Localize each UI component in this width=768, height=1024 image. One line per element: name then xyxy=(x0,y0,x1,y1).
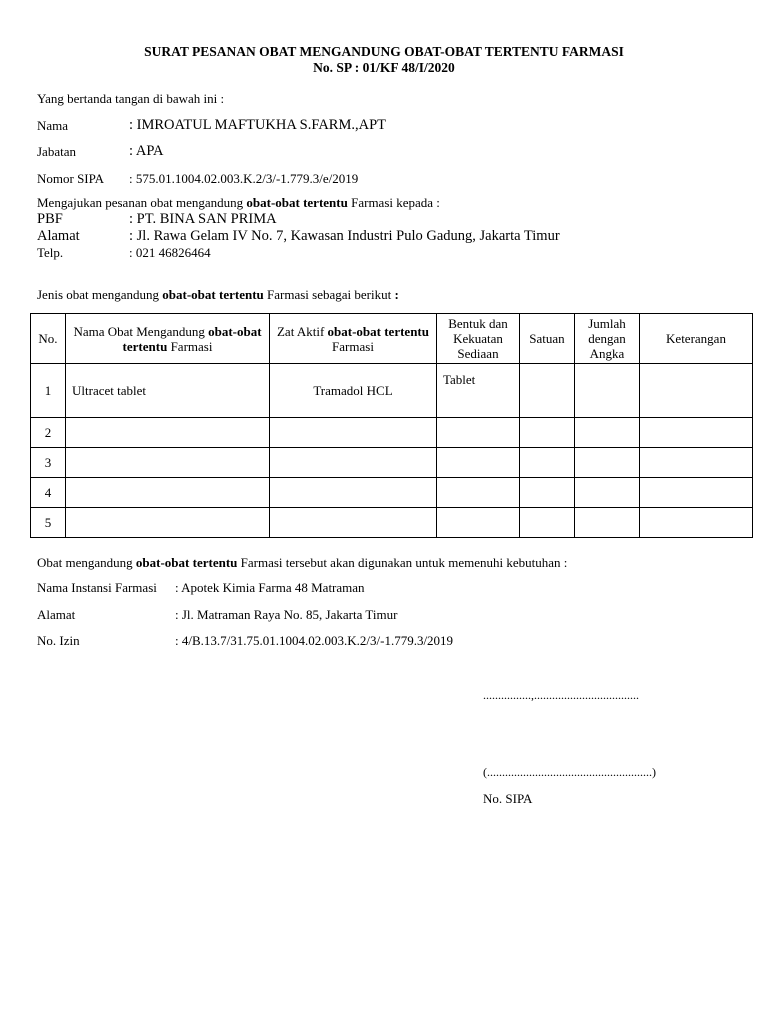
cell-unit xyxy=(520,364,575,418)
usage-text: Obat mengandung obat-obat tertentu Farmasi tersebut akan digunakan untuk memenuhi kebutuhan : xyxy=(37,555,568,570)
cell-active-substance xyxy=(270,478,437,508)
cell-dosage-form: Tablet xyxy=(437,364,520,418)
cell-active-substance xyxy=(270,508,437,538)
cell-no: 1 xyxy=(31,364,66,418)
cell-drug-name xyxy=(66,418,270,448)
cell-active-substance xyxy=(270,418,437,448)
cell-note xyxy=(640,418,753,448)
cell-dosage-form xyxy=(437,448,520,478)
cell-drug-name xyxy=(66,478,270,508)
pharmacy-name-value: : Apotek Kimia Farma 48 Matraman xyxy=(175,580,365,595)
table-header-row xyxy=(31,314,753,364)
cell-note xyxy=(640,508,753,538)
header-active-substance: Zat Aktif obat-obat tertentu Farmasi xyxy=(270,314,437,364)
request-text: Mengajukan pesanan obat mengandung obat-obat tertentu Farmasi kepada : xyxy=(37,195,440,210)
table-row xyxy=(31,478,753,508)
cell-dosage-form xyxy=(437,478,520,508)
cell-note xyxy=(640,448,753,478)
signer-position-label: Jabatan xyxy=(37,144,76,159)
cell-unit xyxy=(520,478,575,508)
document-number: No. SP : 01/KF 48/I/2020 xyxy=(313,60,455,75)
signer-name-value: : IMROATUL MAFTUKHA S.FARM.,APT xyxy=(129,117,387,133)
cell-no: 3 xyxy=(31,448,66,478)
cell-quantity xyxy=(575,448,640,478)
document-title: SURAT PESANAN OBAT MENGANDUNG OBAT-OBAT TERTENTU FARMASI xyxy=(144,44,624,59)
header-drug-name: Nama Obat Mengandung obat-obat tertentu Farmasi xyxy=(66,314,270,364)
cell-active-substance: Tramadol HCL xyxy=(270,364,437,418)
order-table xyxy=(30,313,753,538)
supplier-address-value: : Jl. Rawa Gelam IV No. 7, Kawasan Industri Pulo Gadung, Jakarta Timur xyxy=(129,228,560,244)
cell-dosage-form xyxy=(437,508,520,538)
table-row xyxy=(31,364,753,418)
cell-quantity xyxy=(575,364,640,418)
supplier-pbf-label: PBF xyxy=(37,211,63,227)
pharmacy-name-label: Nama Instansi Farmasi xyxy=(37,580,157,595)
cell-dosage-form xyxy=(437,418,520,448)
header-unit: Satuan xyxy=(520,314,575,364)
signature-sipa: No. SIPA xyxy=(483,791,533,806)
signer-name-label: Nama xyxy=(37,118,69,133)
header-quantity: Jumlah dengan Angka xyxy=(575,314,640,364)
supplier-pbf-value: : PT. BINA SAN PRIMA xyxy=(129,211,277,227)
cell-quantity xyxy=(575,508,640,538)
cell-no: 4 xyxy=(31,478,66,508)
table-row xyxy=(31,418,753,448)
supplier-address-label: Alamat xyxy=(37,228,80,244)
signer-position-value: : APA xyxy=(129,143,164,159)
header-note: Keterangan xyxy=(640,314,753,364)
pharmacy-permit-value: : 4/B.13.7/31.75.01.1004.02.003.K.2/3/-1.779.3/2019 xyxy=(175,633,454,648)
cell-active-substance xyxy=(270,448,437,478)
cell-note xyxy=(640,364,753,418)
cell-note xyxy=(640,478,753,508)
cell-no: 2 xyxy=(31,418,66,448)
cell-drug-name: Ultracet tablet xyxy=(66,364,270,418)
cell-unit xyxy=(520,448,575,478)
pharmacy-address-value: : Jl. Matraman Raya No. 85, Jakarta Timur xyxy=(175,607,398,622)
signer-sipa-label: Nomor SIPA xyxy=(37,171,105,186)
pharmacy-address-label: Alamat xyxy=(37,607,76,622)
header-no: No. xyxy=(31,314,66,364)
supplier-phone-label: Telp. xyxy=(37,245,64,260)
cell-quantity xyxy=(575,478,640,508)
cell-drug-name xyxy=(66,448,270,478)
cell-unit xyxy=(520,508,575,538)
list-intro-text: Jenis obat mengandung obat-obat tertentu Farmasi sebagai berikut : xyxy=(37,287,399,302)
cell-quantity xyxy=(575,418,640,448)
cell-unit xyxy=(520,418,575,448)
table-row xyxy=(31,448,753,478)
header-dosage-form: Bentuk dan Kekuatan Sediaan xyxy=(437,314,520,364)
cell-drug-name xyxy=(66,508,270,538)
signer-sipa-value: : 575.01.1004.02.003.K.2/3/-1.779.3/e/2019 xyxy=(129,171,359,186)
intro-text: Yang bertanda tangan di bawah ini : xyxy=(37,91,225,106)
cell-no: 5 xyxy=(31,508,66,538)
table-row xyxy=(31,508,753,538)
supplier-phone-value: : 021 46826464 xyxy=(129,245,211,260)
signature-place-date: ................,................................... xyxy=(483,688,639,702)
pharmacy-permit-label: No. Izin xyxy=(37,633,80,648)
signature-name-line: (.......................................................) xyxy=(483,765,656,779)
